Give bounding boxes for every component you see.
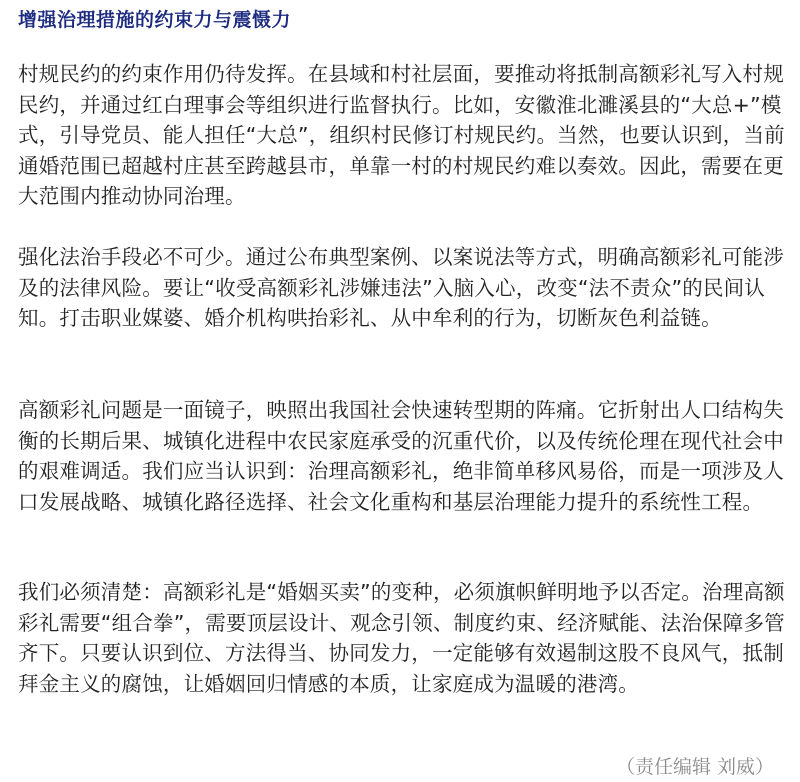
section-heading: 增强治理措施的约束力与震慑力	[18, 9, 292, 31]
article-paragraph-2: 强化法治手段必不可少。通过公布典型案例、以案说法等方式，明确高额彩礼可能涉及的法律风险。要让“收受高额彩礼涉嫌违法”入脑入心，改变“法不责众”的民间认知。打击职业媒婆、婚介机构哄抬彩礼、从中牟利的行为，切断灰色利益链。	[18, 245, 784, 330]
article-paragraph-3: 高额彩礼问题是一面镜子，映照出我国社会快速转型期的阵痛。它折射出人口结构失衡的长期后果、城镇化进程中农民家庭承受的沉重代价，以及传统伦理在现代社会中的艰难调适。我们应当认识到：治理高额彩礼，绝非简单移风易俗，而是一项涉及人口发展战略、城镇化路径选择、社会文化重构和基层治理能力提升的系统性工程。	[18, 398, 784, 514]
editor-credit: （责任编辑 刘威）	[615, 756, 774, 778]
article-paragraph-4: 我们必须清楚：高额彩礼是“婚姻买卖”的变种，必须旗帜鲜明地予以否定。治理高额彩礼需要“组合拳”，需要顶层设计、观念引领、制度约束、经济赋能、法治保障多管齐下。只要认识到位、方法得当、协同发力，一定能够有效遏制这股不良风气，抵制拜金主义的腐蚀，让婚姻回归情感的本质，让家庭成为温暖的港湾。	[18, 580, 785, 696]
article-paragraph-1: 村规民约的约束作用仍待发挥。在县域和村社层面，要推动将抵制高额彩礼写入村规民约，并通过红白理事会等组织进行监督执行。比如，安徽淮北濉溪县的“大总+”模式，引导党员、能人担任“大总”，组织村民修订村规民约。当然，也要认识到，当前通婚范围已超越村庄甚至跨越县市，单靠一村的村规民约难以奏效。因此，需要在更大范围内推动协同治理。	[18, 62, 785, 208]
